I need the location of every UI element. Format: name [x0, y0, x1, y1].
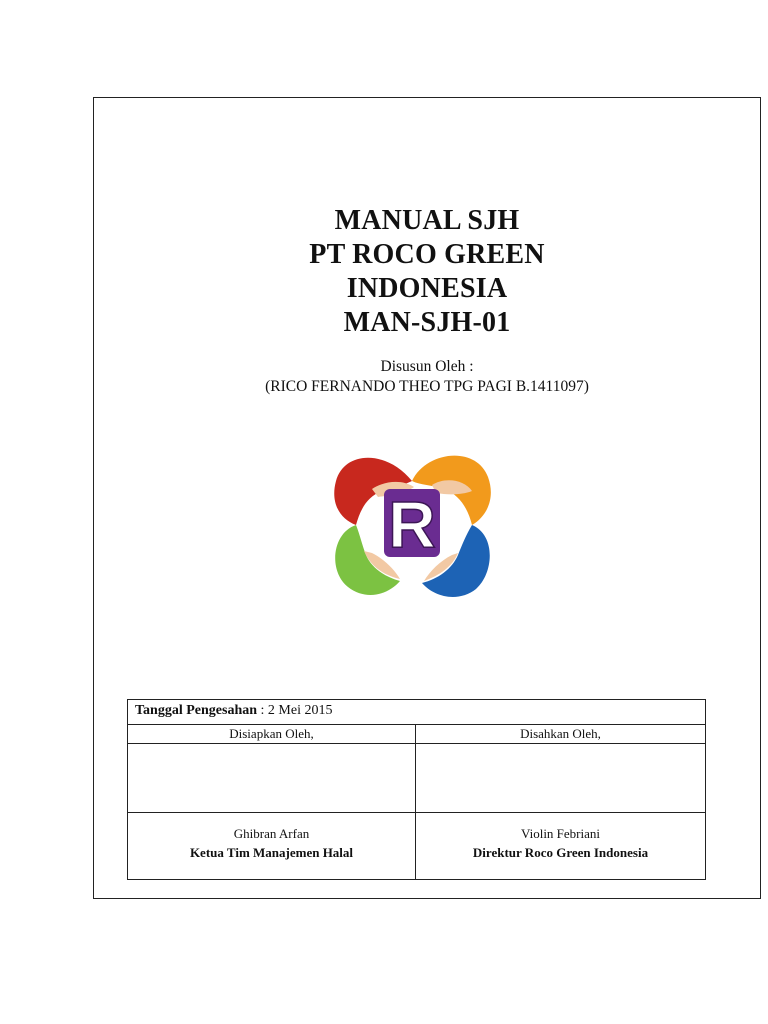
approval-table: [127, 699, 706, 880]
author-block: [94, 357, 760, 397]
approver-name: Violin Febriani: [520, 826, 600, 841]
author-name: (RICO FERNANDO THEO TPG PAGI B.1411097): [265, 378, 589, 395]
prepared-by-label: Disusun Oleh :: [380, 358, 474, 375]
approved-header: Disahkan Oleh,: [520, 726, 601, 741]
approver-role: Direktur Roco Green Indonesia: [472, 845, 649, 860]
document-page: [93, 97, 761, 899]
document-title: [94, 204, 760, 340]
approver-cell: [416, 813, 705, 879]
signatory-row: [128, 813, 705, 879]
preparer-name: Ghibran Arfan: [233, 826, 310, 841]
title-line-3: INDONESIA: [346, 273, 508, 304]
preparer-cell: [128, 813, 416, 879]
preparer-signature-cell: [128, 744, 416, 812]
title-line-2: PT ROCO GREEN: [309, 239, 545, 270]
preparer-role: Ketua Tim Manajemen Halal: [189, 845, 354, 860]
date-label: Tanggal Pengesahan: [135, 703, 258, 718]
date-value: : 2 Mei 2015: [257, 703, 333, 718]
logo-r-letter: R: [388, 487, 436, 561]
title-line-1: MANUAL SJH: [334, 205, 520, 236]
signature-row: [128, 744, 705, 813]
approval-date-row: [128, 700, 705, 725]
approval-header-row: [128, 725, 705, 744]
prepared-header: Disiapkan Oleh,: [128, 725, 416, 743]
title-line-4: MAN-SJH-01: [343, 307, 511, 338]
company-logo: [326, 441, 498, 601]
approver-signature-cell: [416, 744, 705, 812]
